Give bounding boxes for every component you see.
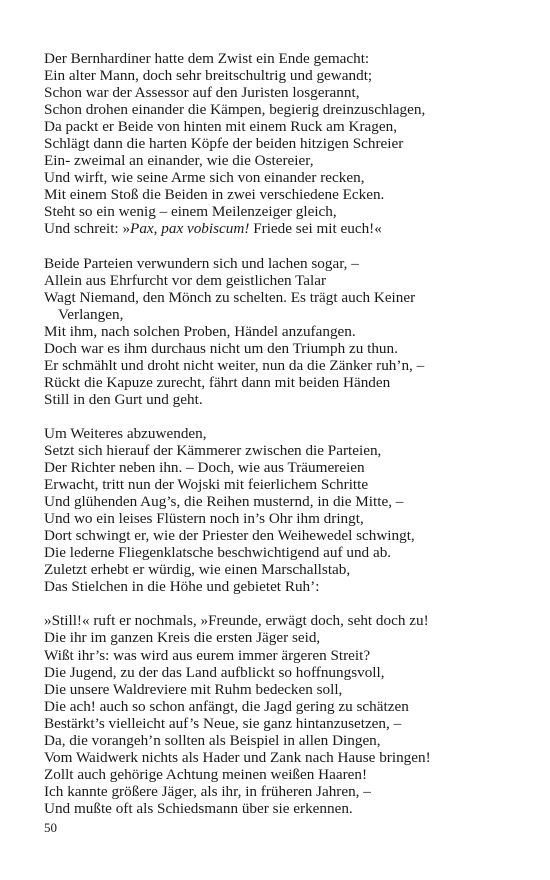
line-segment: Die lederne Fliegenklatsche beschwichtigend auf und ab. (44, 544, 392, 562)
line-segment: Ein alter Mann, doch sehr breitschultrig und gewandt; (44, 67, 373, 85)
verse-line (44, 459, 524, 476)
line-segment: Schon drohen einander die Kämpen, begierig dreinzuschlagen, (44, 101, 426, 119)
line-segment: Dort schwingt er, wie der Priester den Weihewedel schwingt, (44, 527, 415, 545)
verse-line (44, 272, 524, 289)
line-segment: Allein aus Ehrfurcht vor dem geistlichen Talar (44, 271, 327, 289)
verse-line (44, 50, 524, 67)
line-segment: Das Stielchen in die Höhe und gebietet Ruh’: (44, 578, 320, 596)
verse-line (44, 612, 524, 629)
line-segment: Mit ihm, nach solchen Proben, Händel anzufangen. (44, 322, 356, 340)
line-segment: Still in den Gurt und geht. (44, 390, 203, 408)
page-number: 50 (44, 820, 57, 835)
verse-line (44, 220, 524, 237)
verse-line (44, 800, 524, 817)
verse-line (44, 527, 524, 544)
verse-line (44, 169, 524, 186)
line-segment: Wagt Niemand, den Mönch zu schelten. Es trägt auch Keiner (44, 288, 416, 306)
line-segment: Schlägt dann die harten Köpfe der beiden hitzigen Schreier (44, 135, 404, 153)
line-segment: Da packt er Beide von hinten mit einem Ruck am Kragen, (44, 118, 397, 136)
line-segment: Erwacht, tritt nun der Wojski mit feierlichem Schritte (44, 476, 369, 494)
verse-line (44, 84, 524, 101)
verse-line (44, 783, 524, 800)
verse-line (44, 391, 524, 408)
verse-line (44, 544, 524, 561)
verse-line (44, 510, 524, 527)
verse-line (44, 629, 524, 646)
verse-line (44, 476, 524, 493)
line-segment: Die Jugend, zu der das Land aufblickt so hoffnungsvoll, (44, 663, 385, 681)
line-segment: Da, die vorangeh’n sollten als Beispiel in allen Dingen, (44, 731, 381, 749)
line-segment: Zuletzt erhebt er würdig, wie einen Marschallstab, (44, 561, 351, 579)
verse-line (44, 289, 524, 306)
verse-line (44, 203, 524, 220)
stanza (44, 255, 524, 408)
verse-line (44, 578, 524, 595)
verse-line (44, 647, 524, 664)
line-segment: Wißt ihr’s: was wird aus eurem immer ärgeren Streit? (44, 646, 371, 664)
line-segment: Die ihr im ganzen Kreis die ersten Jäger seid, (44, 629, 321, 647)
line-segment: Und mußte oft als Schiedsmann über sie erkennen. (44, 799, 353, 817)
verse-line (44, 357, 524, 374)
verse-line (44, 118, 524, 135)
line-segment: Und schreit: » (44, 220, 131, 238)
line-segment: Zollt auch gehörige Achtung meinen weißen Haaren! (44, 765, 368, 783)
verse-line (44, 681, 524, 698)
verse-line (44, 323, 524, 340)
line-segment: Setzt sich hierauf der Kämmerer zwischen die Parteien, (44, 441, 382, 459)
line-segment: Und wirft, wie seine Arme sich von einander recken, (44, 169, 365, 187)
line-segment: Ich kannte größere Jäger, als ihr, in früheren Jahren, – (44, 782, 371, 800)
line-segment: Und wo ein leises Flüstern noch in’s Ohr ihm dringt, (44, 510, 364, 528)
verse-line (44, 715, 524, 732)
line-segment: Doch war es ihm durchaus nicht um den Triumph zu thun. (44, 339, 398, 357)
line-segment: Rückt die Kapuze zurecht, fährt dann mit beiden Händen (44, 373, 391, 391)
verse-line (44, 152, 524, 169)
italic-phrase: Pax, pax vobiscum! (130, 220, 250, 238)
verse-line (44, 698, 524, 715)
verse-line (44, 425, 524, 442)
line-segment: Steht so ein wenig – einem Meilenzeiger gleich, (44, 203, 337, 221)
line-segment: Mit einem Stoß die Beiden in zwei verschiedene Ecken. (44, 186, 385, 204)
line-segment: Bestärkt’s vielleicht auf’s Neue, sie ganz hintanzusetzen, – (44, 714, 402, 732)
verse-line (44, 766, 524, 783)
stanza (44, 50, 524, 238)
verse-line (44, 101, 524, 118)
verse-line (44, 340, 524, 357)
verse-line (44, 67, 524, 84)
verse-line (44, 561, 524, 578)
verse-line (44, 374, 524, 391)
line-segment: Vom Waidwerk nichts als Hader und Zank nach Hause bringen! (44, 748, 431, 766)
line-segment: Der Richter neben ihn. – Doch, wie aus Träumereien (44, 459, 365, 477)
verse-line (44, 664, 524, 681)
line-segment: Friede sei mit euch!« (249, 220, 382, 238)
line-segment: Er schmählt und droht nicht weiter, nun da die Zänker ruh’n, – (44, 356, 425, 374)
line-segment: Beide Parteien verwundern sich und lachen sogar, – (44, 254, 359, 272)
verse-line (44, 732, 524, 749)
line-segment: Um Weiteres abzuwenden, (44, 424, 207, 442)
line-segment: Der Bernhardiner hatte dem Zwist ein Ende gemacht: (44, 50, 370, 67)
line-segment: Ein- zweimal an einander, wie die Ostereier, (44, 152, 314, 170)
stanza (44, 612, 524, 817)
line-segment: Schon war der Assessor auf den Juristen losgerannt, (44, 84, 360, 102)
stanza (44, 425, 524, 595)
verse-line (44, 306, 524, 323)
line-segment: Die ach! auch so schon anfängt, die Jagd gering zu schätzen (44, 697, 409, 715)
verse-line (44, 255, 524, 272)
verse-line (44, 749, 524, 766)
line-segment: »Still!« ruft er nochmals, »Freunde, erwägt doch, seht doch zu! (44, 612, 429, 630)
line-segment: Verlangen, (58, 305, 124, 323)
verse-line (44, 186, 524, 203)
verse-line (44, 493, 524, 510)
verse-line (44, 135, 524, 152)
verse-line (44, 442, 524, 459)
poem-text (44, 50, 524, 834)
line-segment: Die unsere Waldreviere mit Ruhm bedecken soll, (44, 680, 343, 698)
line-segment: Und glühenden Aug’s, die Reihen musternd, in die Mitte, – (44, 493, 404, 511)
